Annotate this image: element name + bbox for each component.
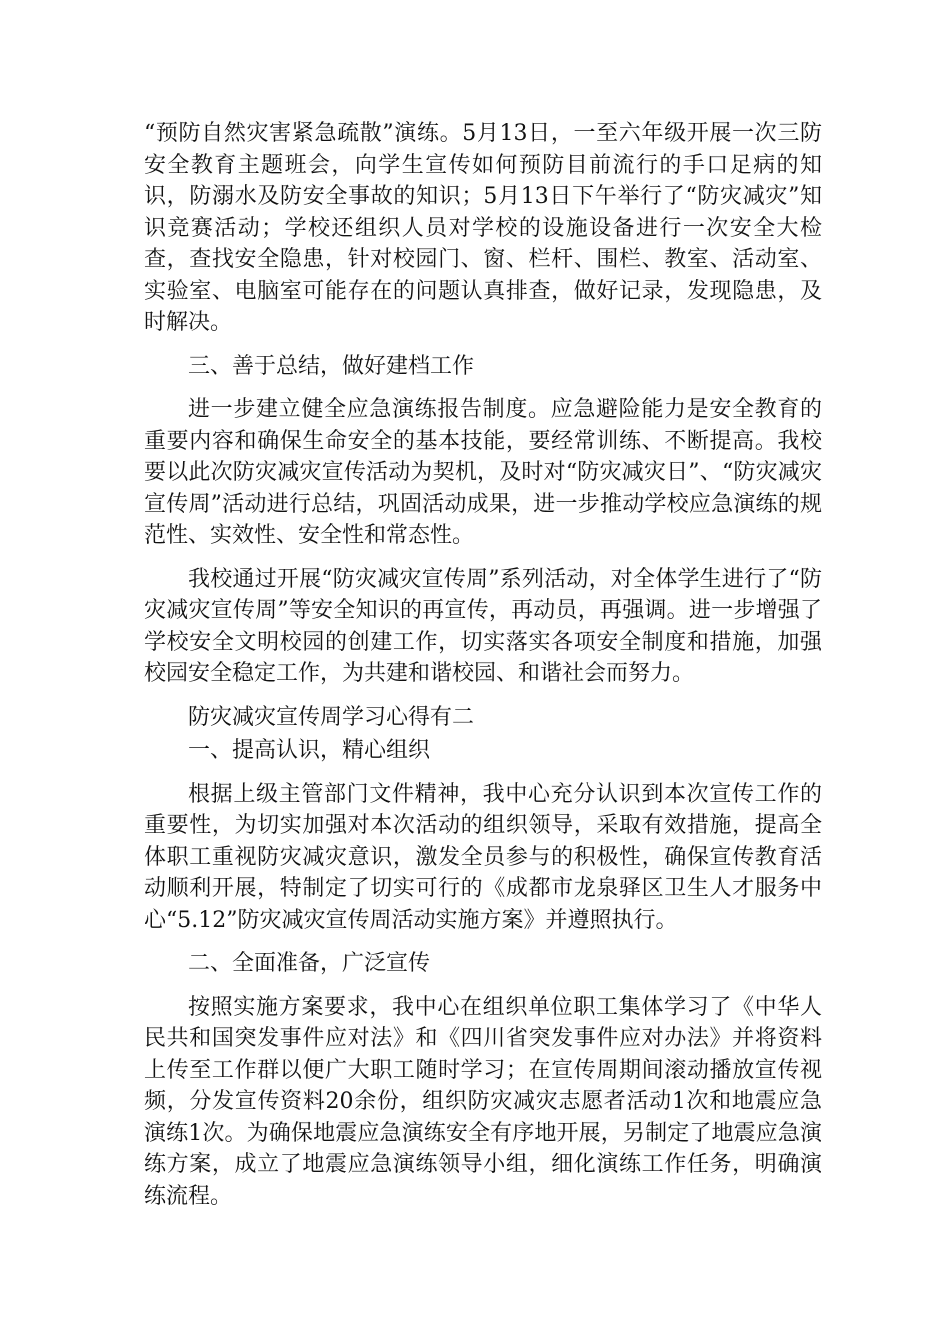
- paragraph-campaign-results: 我校通过开展“防灾减灾宣传周”系列活动，对全体学生进行了“防灾减灾宣传周”等安全知识的再宣传，再动员，再强调。进一步增强了学校安全文明校园的创建工作，切实落实各项安全制度和措施，加强校园安全稳定工作，为共建和谐校园、和谐社会而努力。: [144, 566, 822, 686]
- paragraph-publicity: 按照实施方案要求，我中心在组织单位职工集体学习了《中华人民共和国突发事件应对法》和《四川省突发事件应对办法》并将资料上传至工作群以便广大职工随时学习；在宣传周期间滚动播放宣传视频，分发宣传资料20余份，组织防灾减灾志愿者活动1次和地震应急演练1次。为确保地震应急演练安全有序地开展，另制定了地震应急演练方案，成立了地震应急演练领导小组，细化演练工作任务，明确演练流程。: [144, 994, 822, 1209]
- section-heading-preparation: 二、全面准备，广泛宣传: [188, 951, 431, 976]
- document-body: [144, 118, 822, 1224]
- paragraph-reporting-system: 进一步建立健全应急演练报告制度。应急避险能力是安全教育的重要内容和确保生命安全的基本技能，要经常训练、不断提高。我校要以此次防灾减灾宣传活动为契机，及时对“防灾减灾日”、“防灾减灾宣传周”活动进行总结，巩固活动成果，进一步推动学校应急演练的规范性、实效性、安全性和常态性。: [144, 397, 822, 548]
- section-heading-summary: 三、善于总结，做好建档工作: [188, 353, 475, 379]
- paragraph-drill-activities: “预防自然灾害紧急疏散”演练。5月13日，一至六年级开展一次三防安全教育主题班会，向学生宣传如何预防目前流行的手口足病的知识，防溺水及防安全事故的知识；5月13日下午举行了“防灾减灾”知识竞赛活动；学校还组织人员对学校的设施设备进行一次安全大检查，查找安全隐患，针对校园门、窗、栏杆、围栏、教室、活动室、实验室、电脑室可能存在的问题认真排查，做好记录，发现隐患，及时解决。: [144, 121, 822, 335]
- paragraph-organization: 根据上级主管部门文件精神，我中心充分认识到本次宣传工作的重要性，为切实加强对本次活动的组织领导，采取有效措施，提高全体职工重视防灾减灾意识，激发全员参与的积极性，确保宣传教育活动顺利开展，特制定了切实可行的《成都市龙泉驿区卫生人才服务中心“5.12”防灾减灾宣传周活动实施方案》并遵照执行。: [144, 781, 822, 933]
- section-heading-awareness: 一、提高认识，精心组织: [188, 738, 431, 763]
- article-title-second: 防灾减灾宣传周学习心得有二: [188, 704, 475, 730]
